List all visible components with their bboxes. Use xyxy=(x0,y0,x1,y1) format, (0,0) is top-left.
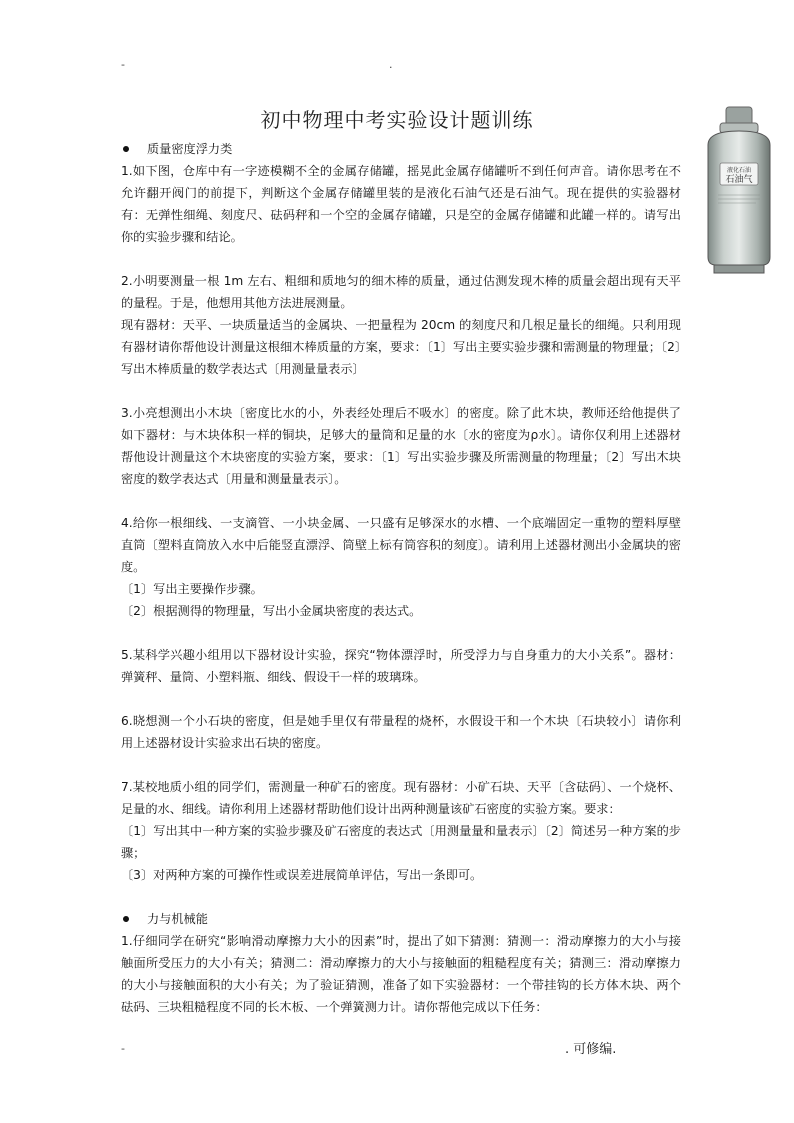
question xyxy=(121,402,681,490)
footer-note: . 可修编. xyxy=(565,1042,617,1057)
question-text: 〔2〕根据测得的物理量，写出小金属块密度的表达式。 xyxy=(121,604,422,618)
question-text: 现有器材：天平、一块质量适当的金属块、一把量程为 20cm 的刻度尺和几根足量长的细绳。只利用现有器材请你帮他设计测量这根细木棒质量的方案，要求：〔1〕写出主要实验步骤和需测量的物理量；〔2〕写出木棒质量的数学表达式〔用测量量表示〕 xyxy=(121,318,681,376)
question-text: 7.某校地质小组的同学们，需测量一种矿石的密度。现有器材：小矿石块、天平〔含砝码〕、一个烧杯、足量的水、细线。请你利用上述器材帮助他们设计出两种测量该矿石密度的实验方案。要求： xyxy=(121,780,681,816)
gas-cylinder-image xyxy=(700,105,778,275)
question-text: 6.晓想测一个小石块的密度，但是她手里仅有带量程的烧杯，水假设干和一个木块〔石块较小〕请你利用上述器材设计实验求出石块的密度。 xyxy=(121,714,681,750)
document-body xyxy=(121,138,681,1040)
question xyxy=(121,776,681,886)
cylinder-label-main: 石油气 xyxy=(725,175,753,185)
section-title: 质量密度浮力类 xyxy=(147,142,233,156)
footer-mark-left: - xyxy=(121,1042,125,1055)
cylinder-label-small: 液化石油 xyxy=(726,167,752,174)
question xyxy=(121,710,681,754)
question-text: 2.小明要测量一根 1m 左右、粗细和质地匀的细木棒的质量，通过估测发现木棒的质量会超出现有天平的量程。于是，他想用其他方法进展测量。 xyxy=(121,274,681,310)
bullet-icon xyxy=(123,146,129,152)
question-text: 〔1〕写出主要操作步骤。 xyxy=(121,582,263,596)
question-text: 1.仔细同学在研究“影响滑动摩擦力大小的因素”时，提出了如下猜测：猜测一：滑动摩擦力的大小与接触面所受压力的大小有关；猜测二：滑动摩擦力的大小与接触面的粗糙程度有关；猜测三：滑动摩擦力的大小与接触面积的大小有关；为了验证猜测，准备了如下实验器材：一个带挂钩的长方体木块、两个砝码、三块粗糙程度不同的长木板、一个弹簧测力计。请你帮他完成以下任务： xyxy=(121,934,681,1014)
bullet-icon xyxy=(123,916,129,922)
question xyxy=(121,160,681,248)
section-heading xyxy=(121,138,681,160)
section-title: 力与机械能 xyxy=(147,912,208,926)
question-text: 3.小亮想测出小木块〔密度比水的小，外表经处理后不吸水〕的密度。除了此木块，教师还给他提供了如下器材：与木块体积一样的铜块，足够大的量筒和足量的水〔水的密度为ρ水〕。请你仅利用上述器材帮他设计测量这个木块密度的实验方案，要求：〔1〕写出实验步骤及所需测量的物理量；〔2〕写出木块密度的数学表达式〔用量和测量量表示〕。 xyxy=(121,406,681,486)
question-text: 5.某科学兴趣小组用以下器材设计实验，探究“物体漂浮时，所受浮力与自身重力的大小关系”。器材：弹簧秤、量筒、小塑料瓶、细线、假设干一样的玻璃珠。 xyxy=(121,648,681,684)
question xyxy=(121,270,681,380)
question-text: 〔3〕对两种方案的可操作性或误差进展简单评估，写出一条即可。 xyxy=(121,868,483,882)
question xyxy=(121,512,681,622)
header-mark-right: . xyxy=(389,58,393,71)
header-mark-left: - xyxy=(121,58,125,71)
question-text: 〔1〕写出其中一种方案的实验步骤及矿石密度的表达式〔用测量量和量表示〕〔2〕简述另一种方案的步骤； xyxy=(121,824,681,860)
page-title: 初中物理中考实验设计题训练 xyxy=(260,108,534,132)
question-text: 4.给你一根细线、一支滴管、一小块金属、一只盛有足够深水的水槽、一个底端固定一重物的塑料厚壁直筒〔塑料直筒放入水中后能竖直漂浮、筒壁上标有筒容积的刻度〕。请利用上述器材测出小金属块的密度。 xyxy=(121,516,681,574)
section-heading xyxy=(121,908,681,930)
question xyxy=(121,644,681,688)
question xyxy=(121,930,681,1018)
question-text: 1.如下图，仓库中有一字迹模糊不全的金属存储罐，摇晃此金属存储罐听不到任何声音。请你思考在不允许翻开阀门的前提下，判断这个金属存储罐里装的是液化石油气还是石油气。现在提供的实验器材有：无弹性细绳、刻度尺、砝码秤和一个空的金属存储罐，只是空的金属存储罐和此罐一样的。请写出你的实验步骤和结论。 xyxy=(121,164,681,244)
